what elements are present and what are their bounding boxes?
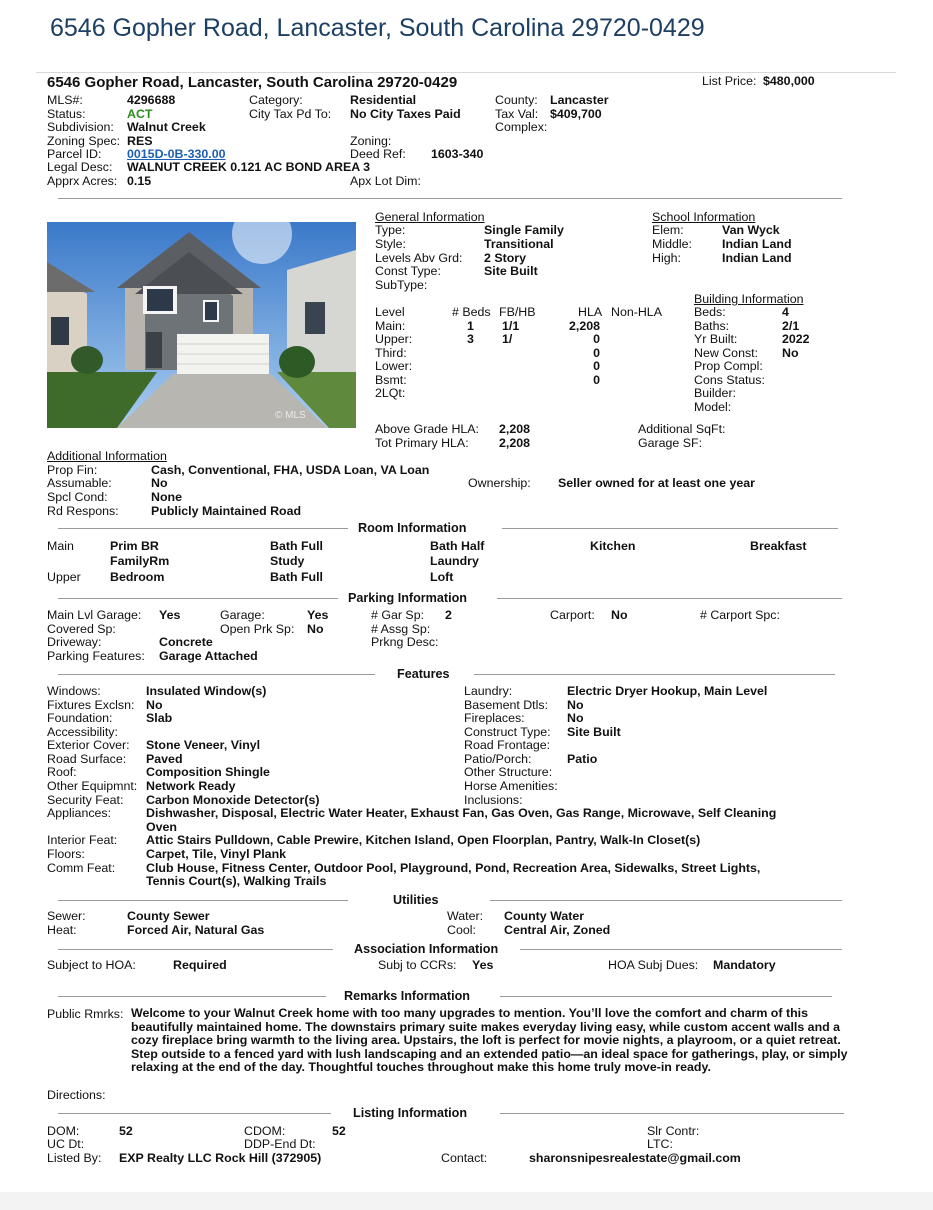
cdom-value: 52	[332, 1124, 346, 1138]
divider	[58, 1113, 331, 1114]
legal-desc-label: Legal Desc:	[47, 160, 113, 174]
level-baths: 1/1	[502, 319, 520, 333]
laundry-label: Laundry:	[464, 684, 513, 698]
security-value: Carbon Monoxide Detector(s)	[146, 793, 320, 807]
patio-value: Patio	[567, 752, 598, 766]
new-const-label: New Const:	[694, 346, 759, 360]
mls-number: 4296688	[127, 93, 176, 107]
assumable-value: No	[151, 476, 168, 490]
divider	[490, 900, 842, 901]
tot-primary-value: 2,208	[499, 436, 531, 450]
ltc-label: LTC:	[647, 1137, 673, 1151]
room-item: Bath Half	[430, 539, 485, 553]
comm-value-cont: Tennis Court(s), Walking Trails	[146, 874, 327, 888]
main-lvl-garage-value: Yes	[159, 608, 181, 622]
road-surface-value: Paved	[146, 752, 183, 766]
middle-value: Indian Land	[722, 237, 792, 251]
covered-sp-label: Covered Sp:	[47, 622, 116, 636]
foundation-value: Slab	[146, 711, 173, 725]
divider	[474, 674, 835, 675]
level-hla: 0	[593, 346, 600, 360]
room-item: Kitchen	[590, 539, 636, 553]
level-name: Bsmt:	[375, 373, 407, 387]
divider	[500, 996, 832, 997]
acres-label: Apprx Acres:	[47, 174, 118, 188]
section-heading-remarks: Remarks Information	[344, 989, 470, 1003]
prop-fin-value: Cash, Conventional, FHA, USDA Loan, VA Loan	[151, 463, 430, 477]
hoa-dues-label: HOA Subj Dues:	[608, 958, 699, 972]
basement-label: Basement Dtls:	[464, 698, 549, 712]
contact-email[interactable]: sharonsnipesrealestate@gmail.com	[529, 1151, 741, 1165]
baths-value: 2/1	[782, 319, 800, 333]
spcl-cond-label: Spcl Cond:	[47, 490, 108, 504]
garage-sf-label: Garage SF:	[638, 436, 703, 450]
table-header: FB/HB	[499, 305, 536, 319]
baths-label: Baths:	[694, 319, 730, 333]
windows-value: Insulated Window(s)	[146, 684, 267, 698]
room-item: Laundry	[430, 554, 479, 568]
elem-value: Van Wyck	[722, 223, 780, 237]
windows-label: Windows:	[47, 684, 101, 698]
main-lvl-garage-label: Main Lvl Garage:	[47, 608, 142, 622]
prkng-desc-label: Prkng Desc:	[371, 635, 439, 649]
lot-dim-label: Apx Lot Dim:	[350, 174, 421, 188]
table-header: Non-HLA	[611, 305, 662, 319]
level-name: Lower:	[375, 359, 413, 373]
section-heading-listing: Listing Information	[353, 1106, 468, 1120]
gar-sp-value: 2	[445, 608, 452, 622]
tax-val-value: $409,700	[550, 107, 602, 121]
sewer-value: County Sewer	[127, 909, 210, 923]
room-item: Prim BR	[110, 539, 159, 553]
patio-label: Patio/Porch:	[464, 752, 532, 766]
status-badge: ACT	[127, 107, 153, 121]
fireplaces-label: Fireplaces:	[464, 711, 525, 725]
divider	[36, 72, 896, 73]
divider	[58, 949, 333, 950]
fixtures-label: Fixtures Exclsn:	[47, 698, 135, 712]
garage-value: Yes	[307, 608, 329, 622]
tax-val-label: Tax Val:	[495, 107, 539, 121]
level-name: Third:	[375, 346, 407, 360]
additional-info-heading: Additional Information	[47, 449, 167, 463]
other-equip-value: Network Ready	[146, 779, 236, 793]
room-item: Breakfast	[750, 539, 807, 553]
yr-built-value: 2022	[782, 332, 810, 346]
hoa-dues-value: Mandatory	[713, 958, 776, 972]
ccr-value: Yes	[472, 958, 494, 972]
section-heading-features: Features	[397, 667, 450, 681]
accessibility-label: Accessibility:	[47, 725, 118, 739]
construct-type-value: Site Built	[567, 725, 621, 739]
dom-label: DOM:	[47, 1124, 80, 1138]
room-item: Bedroom	[110, 570, 165, 584]
zoning-spec-label: Zoning Spec:	[47, 134, 121, 148]
appliances-value: Dishwasher, Disposal, Electric Water Heater, Exhaust Fan, Gas Oven, Gas Range, Microwave, Self Cleaning	[146, 806, 777, 820]
basement-value: No	[567, 698, 584, 712]
room-level-label: Upper	[47, 570, 81, 584]
dom-value: 52	[119, 1124, 133, 1138]
level-baths: 1/	[502, 332, 513, 346]
ownership-label: Ownership:	[468, 476, 531, 490]
above-grade-label: Above Grade HLA:	[375, 422, 480, 436]
level-name: 2LQt:	[375, 386, 406, 400]
divider	[500, 1113, 844, 1114]
road-frontage-label: Road Frontage:	[464, 738, 551, 752]
subdivision-label: Subdivision:	[47, 120, 114, 134]
level-name: Main:	[375, 319, 406, 333]
construct-type-label: Construct Type:	[464, 725, 551, 739]
ccr-label: Subj to CCRs:	[378, 958, 457, 972]
general-info-heading: General Information	[375, 210, 485, 224]
other-equip-label: Other Equipmnt:	[47, 779, 138, 793]
level-name: Upper:	[375, 332, 413, 346]
ddp-end-label: DDP-End Dt:	[244, 1137, 316, 1151]
high-label: High:	[652, 251, 681, 265]
school-info-heading: School Information	[652, 210, 756, 224]
comm-label: Comm Feat:	[47, 861, 116, 875]
type-value: Single Family	[484, 223, 564, 237]
style-label: Style:	[375, 237, 406, 251]
level-hla: 0	[593, 359, 600, 373]
spcl-cond-value: None	[151, 490, 182, 504]
listed-by-value: EXP Realty LLC Rock Hill (372905)	[119, 1151, 322, 1165]
carport-value: No	[611, 608, 628, 622]
assumable-label: Assumable:	[47, 476, 112, 490]
slr-contr-label: Slr Contr:	[647, 1124, 700, 1138]
foundation-label: Foundation:	[47, 711, 113, 725]
acres-value: 0.15	[127, 174, 152, 188]
above-grade-value: 2,208	[499, 422, 531, 436]
room-item: Study	[270, 554, 305, 568]
svg-text:© MLS: © MLS	[275, 410, 306, 421]
appliances-label: Appliances:	[47, 806, 112, 820]
levels-label: Levels Abv Grd:	[375, 251, 463, 265]
room-item: Bath Full	[270, 570, 323, 584]
category-label: Category:	[249, 93, 303, 107]
open-prk-value: No	[307, 622, 324, 636]
parcel-id-link[interactable]: 0015D-0B-330.00	[127, 147, 226, 161]
room-item: Loft	[430, 570, 454, 584]
mls-label: MLS#:	[47, 93, 83, 107]
heat-value: Forced Air, Natural Gas	[127, 923, 265, 937]
builder-label: Builder:	[694, 386, 737, 400]
cdom-label: CDOM:	[244, 1124, 286, 1138]
divider	[502, 528, 838, 529]
section-heading-utilities: Utilities	[393, 893, 439, 907]
carport-spc-label: # Carport Spc:	[700, 608, 780, 622]
table-header: # Beds	[452, 305, 491, 319]
fireplaces-value: No	[567, 711, 584, 725]
property-photo	[47, 222, 356, 428]
subtype-label: SubType:	[375, 278, 428, 292]
laundry-value: Electric Dryer Hookup, Main Level	[567, 684, 768, 698]
directions-label: Directions:	[47, 1088, 106, 1102]
open-prk-label: Open Prk Sp:	[220, 622, 295, 636]
divider	[497, 598, 842, 599]
cool-label: Cool:	[447, 923, 476, 937]
appliances-value-cont: Oven	[146, 820, 177, 834]
page-title: 6546 Gopher Road, Lancaster, South Carolina 29720-0429	[50, 14, 705, 42]
section-heading-parking: Parking Information	[348, 591, 467, 605]
level-beds: 1	[467, 319, 474, 333]
ownership-value: Seller owned for at least one year	[558, 476, 755, 490]
road-surface-label: Road Surface:	[47, 752, 127, 766]
high-value: Indian Land	[722, 251, 792, 265]
model-label: Model:	[694, 400, 732, 414]
county-value: Lancaster	[550, 93, 609, 107]
divider	[58, 996, 326, 997]
room-level-label: Main	[47, 539, 74, 553]
hoa-label: Subject to HOA:	[47, 958, 136, 972]
section-heading-association: Association Information	[354, 942, 499, 956]
levels-value: 2 Story	[484, 251, 527, 265]
deed-ref-value: 1603-340	[431, 147, 484, 161]
yr-built-label: Yr Built:	[694, 332, 738, 346]
type-label: Type:	[375, 223, 406, 237]
driveway-label: Driveway:	[47, 635, 102, 649]
roof-label: Roof:	[47, 765, 77, 779]
elem-label: Elem:	[652, 223, 684, 237]
floors-value: Carpet, Tile, Vinyl Plank	[146, 847, 287, 861]
list-price: $480,000	[763, 74, 815, 88]
inclusions-label: Inclusions:	[464, 793, 523, 807]
zoning-spec-value: RES	[127, 134, 153, 148]
city-tax-value: No City Taxes Paid	[350, 107, 461, 121]
water-label: Water:	[447, 909, 484, 923]
category-value: Residential	[350, 93, 417, 107]
list-price-label: List Price:	[702, 74, 757, 88]
floors-label: Floors:	[47, 847, 85, 861]
heat-label: Heat:	[47, 923, 77, 937]
subdivision-value: Walnut Creek	[127, 120, 206, 134]
style-value: Transitional	[484, 237, 554, 251]
room-item: FamilyRm	[110, 554, 170, 568]
beds-label: Beds:	[694, 305, 726, 319]
exterior-value: Stone Veneer, Vinyl	[146, 738, 261, 752]
tot-primary-label: Tot Primary HLA:	[375, 436, 469, 450]
gar-sp-label: # Gar Sp:	[371, 608, 425, 622]
county-label: County:	[495, 93, 538, 107]
const-type-label: Const Type:	[375, 264, 441, 278]
fixtures-value: No	[146, 698, 163, 712]
rd-respons-value: Publicly Maintained Road	[151, 504, 302, 518]
parcel-label: Parcel ID:	[47, 147, 102, 161]
page-footer	[0, 1192, 933, 1210]
contact-label: Contact:	[441, 1151, 488, 1165]
other-structure-label: Other Structure:	[464, 765, 553, 779]
garage-label: Garage:	[220, 608, 265, 622]
sewer-label: Sewer:	[47, 909, 86, 923]
exterior-label: Exterior Cover:	[47, 738, 130, 752]
divider	[58, 674, 375, 675]
complex-label: Complex:	[495, 120, 548, 134]
zoning-label: Zoning:	[350, 134, 392, 148]
water-value: County Water	[504, 909, 585, 923]
listed-by-label: Listed By:	[47, 1151, 102, 1165]
cool-value: Central Air, Zoned	[504, 923, 611, 937]
public-remarks-text: Welcome to your Walnut Creek home with too many upgrades to mention. You’ll love the comfort and charm of this beautifully maintained home. The downstairs primary suite makes everyday living easy, while custom accent walls and a cozy fireplace bring warmth to the living area. Upstairs, the loft is perfect for movie nights, a playroom, or a quiet retreat. Step outside to a fenced yard with lush landscaping and an extended patio—an ideal space for gatherings, play, or simply relaxing at the end of the day. Thoughtful touches throughout make this home truly move-in ready.	[131, 1006, 848, 1075]
table-header: HLA	[578, 305, 603, 319]
roof-value: Composition Shingle	[146, 765, 270, 779]
divider	[58, 528, 348, 529]
beds-value: 4	[782, 305, 789, 319]
middle-label: Middle:	[652, 237, 692, 251]
public-remarks-label: Public Rmrks:	[47, 1007, 124, 1021]
horse-amenities-label: Horse Amenities:	[464, 779, 558, 793]
prop-fin-label: Prop Fin:	[47, 463, 98, 477]
divider	[58, 598, 338, 599]
hoa-value: Required	[173, 958, 227, 972]
city-tax-label: City Tax Pd To:	[249, 107, 332, 121]
room-item: Bath Full	[270, 539, 323, 553]
const-type-value: Site Built	[484, 264, 538, 278]
parking-features-label: Parking Features:	[47, 649, 145, 663]
interior-label: Interior Feat:	[47, 833, 118, 847]
cons-status-label: Cons Status:	[694, 373, 765, 387]
driveway-value: Concrete	[159, 635, 213, 649]
legal-desc-value: WALNUT CREEK 0.121 AC BOND AREA 3	[127, 160, 371, 174]
uc-dt-label: UC Dt:	[47, 1137, 85, 1151]
divider	[520, 949, 842, 950]
level-hla: 2,208	[568, 319, 600, 333]
table-header: Level	[375, 305, 405, 319]
assg-sp-label: # Assg Sp:	[371, 622, 431, 636]
parking-features-value: Garage Attached	[159, 649, 258, 663]
divider	[58, 900, 348, 901]
level-beds: 3	[467, 332, 474, 346]
listing-address: 6546 Gopher Road, Lancaster, South Carolina 29720-0429	[47, 74, 458, 91]
additional-sqft-label: Additional SqFt:	[638, 422, 726, 436]
status-label: Status:	[47, 107, 86, 121]
building-info-heading: Building Information	[694, 292, 804, 306]
security-label: Security Feat:	[47, 793, 124, 807]
comm-value: Club House, Fitness Center, Outdoor Pool, Playground, Pond, Recreation Area, Sidewalks, Street Lights,	[146, 861, 761, 875]
interior-value: Attic Stairs Pulldown, Cable Prewire, Kitchen Island, Open Floorplan, Pantry, Walk-In Closet(s)	[146, 833, 701, 847]
divider	[58, 198, 842, 199]
new-const-value: No	[782, 346, 799, 360]
deed-ref-label: Deed Ref:	[350, 147, 406, 161]
rd-respons-label: Rd Respons:	[47, 504, 119, 518]
carport-label: Carport:	[550, 608, 595, 622]
section-heading-rooms: Room Information	[358, 521, 467, 535]
level-hla: 0	[593, 332, 600, 346]
level-hla: 0	[593, 373, 600, 387]
prop-compl-label: Prop Compl:	[694, 359, 763, 373]
